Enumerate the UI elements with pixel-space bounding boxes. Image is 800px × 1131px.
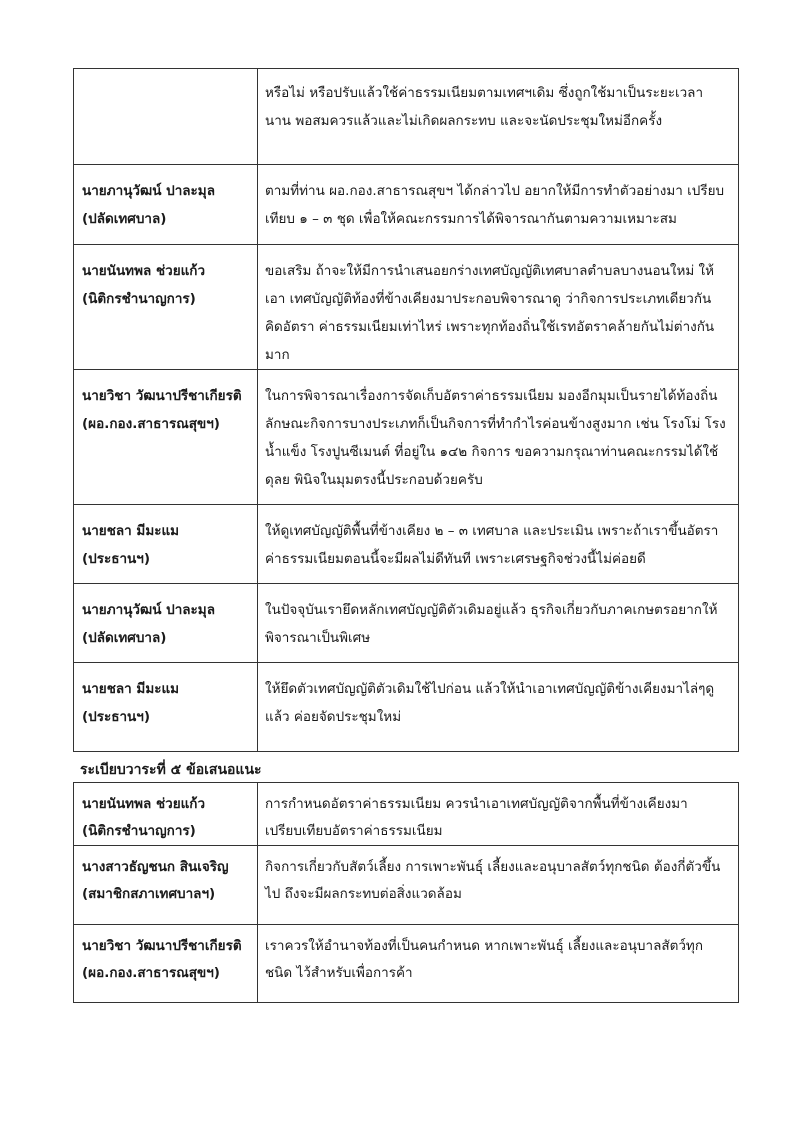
- speaker-cell: [74, 505, 258, 584]
- speaker-name: นายวิชา วัฒนาปรีชาเกียรติ: [82, 938, 242, 954]
- suggestions-table: [73, 782, 739, 1003]
- speaker-position: (สมาชิกสภาเทศบาลฯ): [82, 886, 216, 902]
- speaker-cell: [74, 846, 258, 925]
- speaker-name: นายภานุวัฒน์ ปาละมุล: [82, 183, 215, 199]
- statement-cell: ให้ดูเทศบัญญัติพื้นที่ข้างเคียง ๒ – ๓ เทศบาล และประเมิน เพราะถ้าเราขึ้นอัตรา ค่าธรรมเนียมตอนนี้จะมีผลไม่ดีทันที เพราะเศรษฐกิจช่วงนี้ไม่ค่อยดี: [258, 505, 739, 584]
- speaker-position: (ปลัดเทศบาล): [82, 211, 167, 227]
- statement-cell: การกำหนดอัตราค่าธรรมเนียม ควรนำเอาเทศบัญญัติจากพื้นที่ข้างเคียงมา เปรียบเทียบอัตราค่าธรรมเนียม: [258, 783, 739, 846]
- statement-cell: ในการพิจารณาเรื่องการจัดเก็บอัตราค่าธรรมเนียม มองอีกมุมเป็นรายได้ท้องถิ่น ลักษณะกิจการบางประเภทก็เป็นกิจการที่ทำกำไรค่อนข้างสูงมาก เช่น โรงโม่ โรง น้ำแข็ง โรงปูนซีเมนต์ ที่อยู่ใน ๑๔๒ กิจการ ขอความกรุณาท่านคณะกรรมได้ใช้ดุลย พินิจในมุมตรงนี้ประกอบด้วยครับ: [258, 370, 739, 505]
- table-row: [74, 783, 739, 846]
- speaker-position: (ประธานฯ): [82, 709, 151, 725]
- speaker-name: นายภานุวัฒน์ ปาละมุล: [82, 602, 215, 618]
- table-row: [74, 925, 739, 1003]
- speaker-position: (ประธานฯ): [82, 551, 151, 567]
- speaker-name: นายชลา มีมะแม: [82, 681, 180, 697]
- speaker-cell: [74, 165, 258, 245]
- statement-cell: ขอเสริม ถ้าจะให้มีการนำเสนอยกร่างเทศบัญญัติเทศบาลตำบลบางนอนใหม่ ให้เอา เทศบัญญัติท้องที่ข้างเคียงมาประกอบพิจารณาดู ว่ากิจการประเภทเดียวกันคิดอัตรา ค่าธรรมเนียมเท่าไหร่ เพราะทุกท้องถิ่นใช้เรทอัตราคล้ายกันไม่ต่างกันมาก: [258, 245, 739, 370]
- speaker-position: (นิติกรชำนาญการ): [82, 823, 196, 839]
- statement-cell: หรือไม่ หรือปรับแล้วใช้ค่าธรรมเนียมตามเทศฯเดิม ซึ่งถูกใช้มาเป็นระยะเวลานาน พอสมควรแล้วและไม่เกิดผลกระทบ และจะนัดประชุมใหม่อีกครั้ง: [258, 69, 739, 165]
- speaker-cell: [74, 783, 258, 846]
- speaker-name: นายนันทพล ช่วยแก้ว: [82, 263, 206, 279]
- table-row: [74, 663, 739, 752]
- speaker-cell: [74, 370, 258, 505]
- speaker-cell: [74, 663, 258, 752]
- speaker-name: นายนันทพล ช่วยแก้ว: [82, 796, 206, 812]
- speaker-position: (ปลัดเทศบาล): [82, 630, 167, 646]
- speaker-cell: [74, 245, 258, 370]
- table-row: [74, 165, 739, 245]
- table-row: [74, 505, 739, 584]
- table-row: [74, 245, 739, 370]
- speaker-cell: [74, 925, 258, 1003]
- speaker-name: นายชลา มีมะแม: [82, 523, 180, 539]
- speaker-position: (ผอ.กอง.สาธารณสุขฯ): [82, 965, 220, 981]
- speaker-name: นายวิชา วัฒนาปรีชาเกียรติ: [82, 388, 242, 404]
- speaker-cell: [74, 69, 258, 165]
- agenda-heading: ระเบียบวาระที่ ๕ ข้อเสนอแนะ: [80, 762, 262, 778]
- minutes-table-continued: [73, 68, 739, 752]
- table-row: [74, 370, 739, 505]
- speaker-cell: [74, 584, 258, 663]
- table-row: [74, 69, 739, 165]
- speaker-name: นางสาวธัญชนก สินเจริญ: [82, 859, 229, 875]
- table-row: [74, 584, 739, 663]
- speaker-position: (นิติกรชำนาญการ): [82, 291, 196, 307]
- table-row: [74, 846, 739, 925]
- speaker-position: (ผอ.กอง.สาธารณสุขฯ): [82, 416, 220, 432]
- statement-cell: ในปัจจุบันเรายึดหลักเทศบัญญัติตัวเดิมอยู่แล้ว ธุรกิจเกี่ยวกับภาคเกษตรอยากให้ พิจารณาเป็นพิเศษ: [258, 584, 739, 663]
- statement-cell: กิจการเกี่ยวกับสัตว์เลี้ยง การเพาะพันธุ์ เลี้ยงและอนุบาลสัตว์ทุกชนิด ต้องกี่ตัวขึ้นไป ถึงจะมีผลกระทบต่อสิ่งแวดล้อม: [258, 846, 739, 925]
- statement-cell: ให้ยึดตัวเทศบัญญัติตัวเดิมใช้ไปก่อน แล้วให้นำเอาเทศบัญญัติข้างเคียงมาไล่ๆดู แล้ว ค่อยจัดประชุมใหม่: [258, 663, 739, 752]
- statement-cell: ตามที่ท่าน ผอ.กอง.สาธารณสุขฯ ได้กล่าวไป อยากให้มีการทำตัวอย่างมา เปรียบเทียบ ๑ – ๓ ชุด เพื่อให้คณะกรรมการได้พิจารณากันตามความเหมาะสม: [258, 165, 739, 245]
- statement-cell: เราควรให้อำนาจท้องที่เป็นคนกำหนด หากเพาะพันธุ์ เลี้ยงและอนุบาลสัตว์ทุกชนิด ไว้สำหรับเพื่อการค้า: [258, 925, 739, 1003]
